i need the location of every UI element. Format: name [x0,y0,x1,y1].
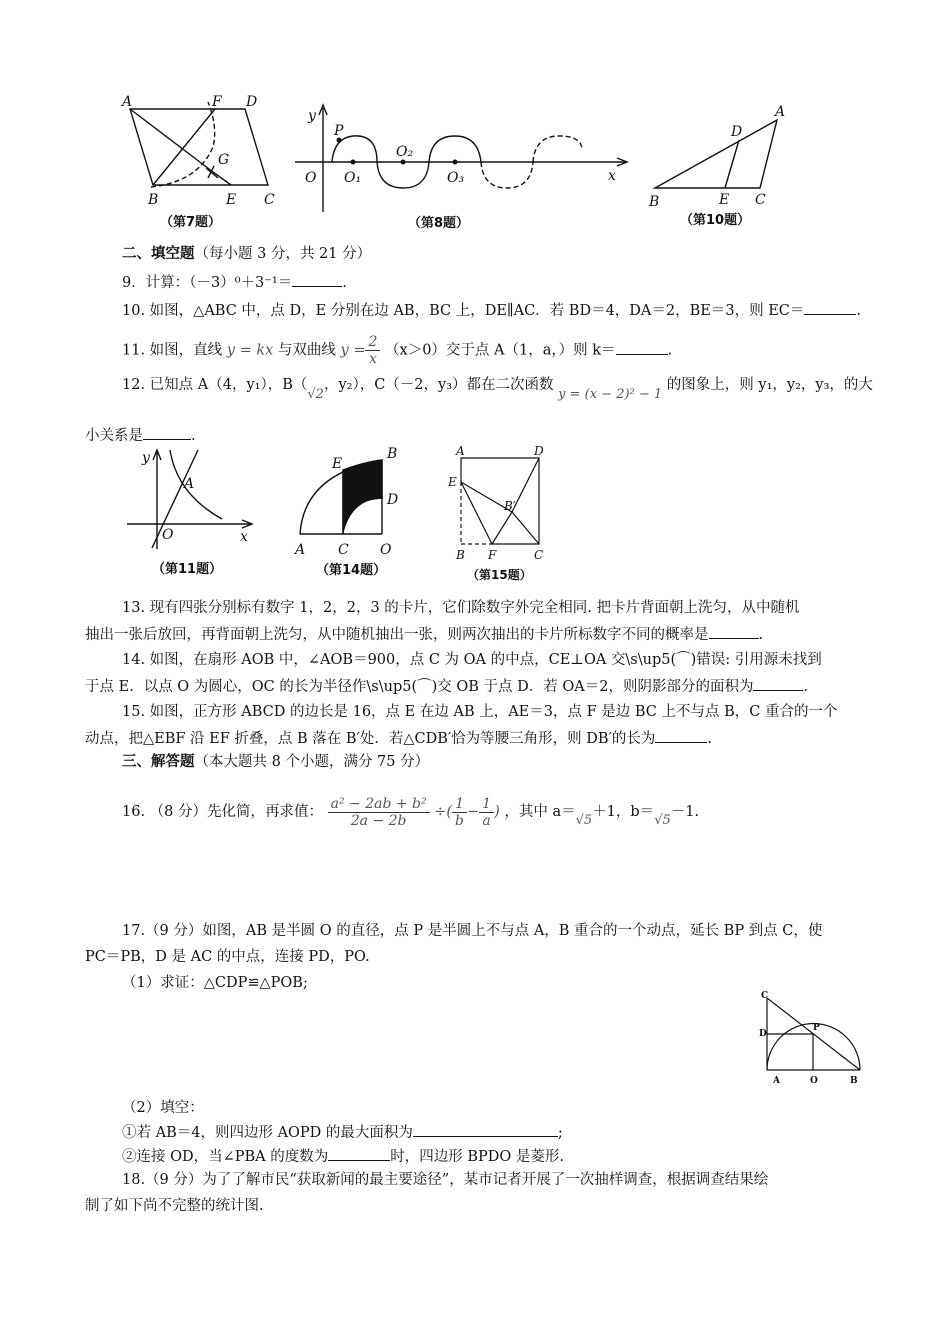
q12-text-c: 的图象上，则 y₁，y₂，y₃，的大 [666,377,873,393]
fig7-label-a: A [122,94,133,110]
fig15-caption: （第15题） [467,568,532,582]
question-10 [122,300,861,321]
fig7-label-e: E [226,192,237,208]
q16-fraction-1-over-a: $\frac{1}{a}$ [479,796,494,829]
question-14-cont: 于点 E．以点 O 为圆心，OC 的长为半径作\s\up5(⌒)交 OB 于点 D．若 OA＝2，则阴影部分的面积为 . [85,676,808,697]
section2-heading [122,244,371,264]
question-12 [122,375,873,402]
q11-end: . [667,342,673,359]
fig10-label-b: B [649,194,660,210]
q11-text-c: （x＞0）交于点 A（1，a，）则 k＝ [385,342,616,359]
fig17-label-a: A [773,1076,780,1086]
question-17-cont: PC＝PB，D 是 AC 的中点，连接 PD，PO. [85,949,370,965]
fig8-label-p: P [334,123,344,139]
fig11-label-y: y [142,450,150,466]
fig14-label-b: B [387,446,398,462]
fig10-label-c: C [755,192,766,208]
fig17-label-b: B [850,1076,858,1086]
figure-15 [444,444,554,564]
section2-note: （每小题 3 分，共 21 分） [194,246,372,262]
fig11-label-a: A [184,476,195,492]
q17-max-area-blank[interactable] [413,1122,558,1137]
q12-end: . [191,428,196,444]
fig7-label-b: B [148,192,159,208]
fig7-label-f: F [212,94,222,110]
section3-heading [122,752,429,772]
fig8-label-y: y [308,108,316,124]
q11-text-a: 11. 如图，直线 [122,342,223,359]
fig8-caption: （第8题） [408,216,470,231]
fig15-label-f: F [488,548,497,562]
fig15-label-e: E [448,475,457,489]
figure-17 [755,990,870,1090]
fig7-label-c: C [264,192,275,208]
fig7-caption: （第7题） [160,215,222,230]
fig14-label-c: C [338,542,349,558]
q11-answer-blank[interactable] [616,340,668,355]
fig17-label-c: C [761,991,769,1001]
question-13-cont: 抽出一张后放回，再背面朝上洗匀，从中随机抽出一张，则两次抽出的卡片所标数字不同的概率是 . [85,624,763,645]
fig15-label-b: B [456,548,465,562]
question-15-cont: 动点，把△EBF 沿 EF 折叠，点 B 落在 B′处．若△CDB′恰为等腰三角形，则 DB′的长为 . [85,728,712,749]
question-13: 13. 现有四张分别标有数字 1，2，2，3 的卡片，它们除数字外完全相同. 把卡片背面朝上洗匀，从中随机 [122,600,800,616]
fig14-label-e: E [332,456,343,472]
q12-function: y = (x − 2)² − 1 [558,387,663,402]
q10-text: 10. 如图，△ABC 中，点 D，E 分别在边 AB，BC 上，DE∥AC．若 BD＝4，DA＝2，BE＝3，则 EC＝ [122,303,805,319]
figure-8 [290,100,635,220]
q15-answer-blank[interactable] [655,728,707,743]
fig15-label-a: A [456,444,465,458]
fig15-label-c: C [534,548,544,562]
figure-14 [290,444,410,559]
fig14-caption: （第14题） [316,563,387,578]
q14-answer-blank[interactable] [753,676,803,691]
q12-text-a: 12. 已知点 A（4，y₁），B（ [122,377,308,393]
section3-title: 三、解答题 [122,753,195,770]
question-12-cont [85,425,196,446]
q9-text: 9．计算：（－3）⁰＋3⁻¹＝ [122,275,293,291]
q9-answer-blank[interactable] [292,272,342,287]
fig11-label-o: O [162,527,174,543]
question-16: 16. （8 分）先化简，再求值： $\frac{\text{a² − 2ab + b²}}{2a - 2b}$ ÷( $\frac{1}{b}$ − $\frac{1}{a}$ ) ，其中 a＝√5＋1，b＝√5－1. [122,795,700,829]
q12-text-b: ，y₂），C（－2，y₃）都在二次函数 [323,377,554,393]
question-17: 17.（9 分）如图，AB 是半圆 O 的直径，点 P 是半圆上不与点 A，B 重合的一个动点，延长 BP 到点 C，使 [122,923,823,939]
q12-answer-blank[interactable] [143,425,191,440]
fig15-label-d: D [534,444,544,458]
figure-11 [122,444,257,554]
question-17-part2a: ①若 AB＝4，则四边形 AOPD 的最大面积为 ; [122,1122,563,1143]
fig7-label-g: G [218,152,230,168]
q11-hyperbola-fraction: $\frac{2}{x}$ [365,334,380,367]
figure-10 [645,98,795,213]
fig17-label-d: D [759,1029,767,1039]
q16-fraction-1-over-b: $\frac{1}{b}$ [452,796,467,829]
question-9 [122,272,347,293]
fig8-label-o1: O₁ [344,170,362,186]
question-18: 18.（9 分）为了了解市民“获取新闻的最主要途径”，某市记者开展了一次抽样调查，根据调查结果绘 [122,1172,769,1188]
q10-end: . [856,303,861,319]
question-17-part1: （1）求证：△CDP≌△POB; [122,975,308,991]
section2-title: 二、填空题 [122,245,195,262]
q13-answer-blank[interactable] [709,624,759,639]
question-18-cont: 制了如下尚不完整的统计图. [85,1198,264,1214]
fig15-label-b1: B′ [504,499,516,513]
fig14-label-d: D [387,492,399,508]
fig10-caption: （第10题） [680,213,751,228]
fig10-label-d: D [731,124,743,140]
q12-sqrt2: √2 [307,387,324,402]
fig8-label-o: O [305,170,317,186]
fig8-label-x: x [608,168,616,184]
question-17-part2: （2）填空： [122,1100,204,1116]
fig17-label-p: P [813,1023,820,1033]
question-17-part2b: ②连接 OD，当∠PBA 的度数为 时，四边形 BPDO 是菱形. [122,1146,564,1167]
fig11-caption: （第11题） [152,562,223,577]
fig10-label-e: E [719,192,730,208]
q9-end: . [342,275,347,291]
fig8-label-o2: O₂ [396,144,414,160]
q11-hyperbola-lhs: y = [340,342,366,359]
fig10-label-a: A [775,104,786,120]
fig7-label-d: D [246,94,258,110]
question-11 [122,334,672,367]
q17-angle-blank[interactable] [328,1146,390,1161]
question-15: 15. 如图，正方形 ABCD 的边长是 16，点 E 在边 AB 上，AE＝3，点 F 是边 BC 上不与点 B，C 重合的一个 [122,704,838,720]
question-14: 14. 如图，在扇形 AOB 中，∠AOB＝900，点 C 为 OA 的中点，CE⊥OA 交\s\up5(⌒)错误: 引用源未找到 [122,652,822,668]
fig14-label-o: O [380,542,392,558]
q12-text-d: 小关系是 [85,428,143,444]
q11-line-eq: y = kx [226,342,274,359]
q16-main-fraction: $\frac{\text{a² − 2ab + b²}}{2a - 2b}$ [328,796,430,829]
fig17-label-o: O [810,1076,818,1086]
fig11-label-x: x [240,529,248,545]
section3-note: （本大题共 8 个小题，满分 75 分） [194,754,430,770]
q11-text-b: 与双曲线 [277,342,336,359]
q10-answer-blank[interactable] [804,300,856,315]
fig8-label-o3: O₃ [447,170,465,186]
fig14-label-a: A [295,542,306,558]
